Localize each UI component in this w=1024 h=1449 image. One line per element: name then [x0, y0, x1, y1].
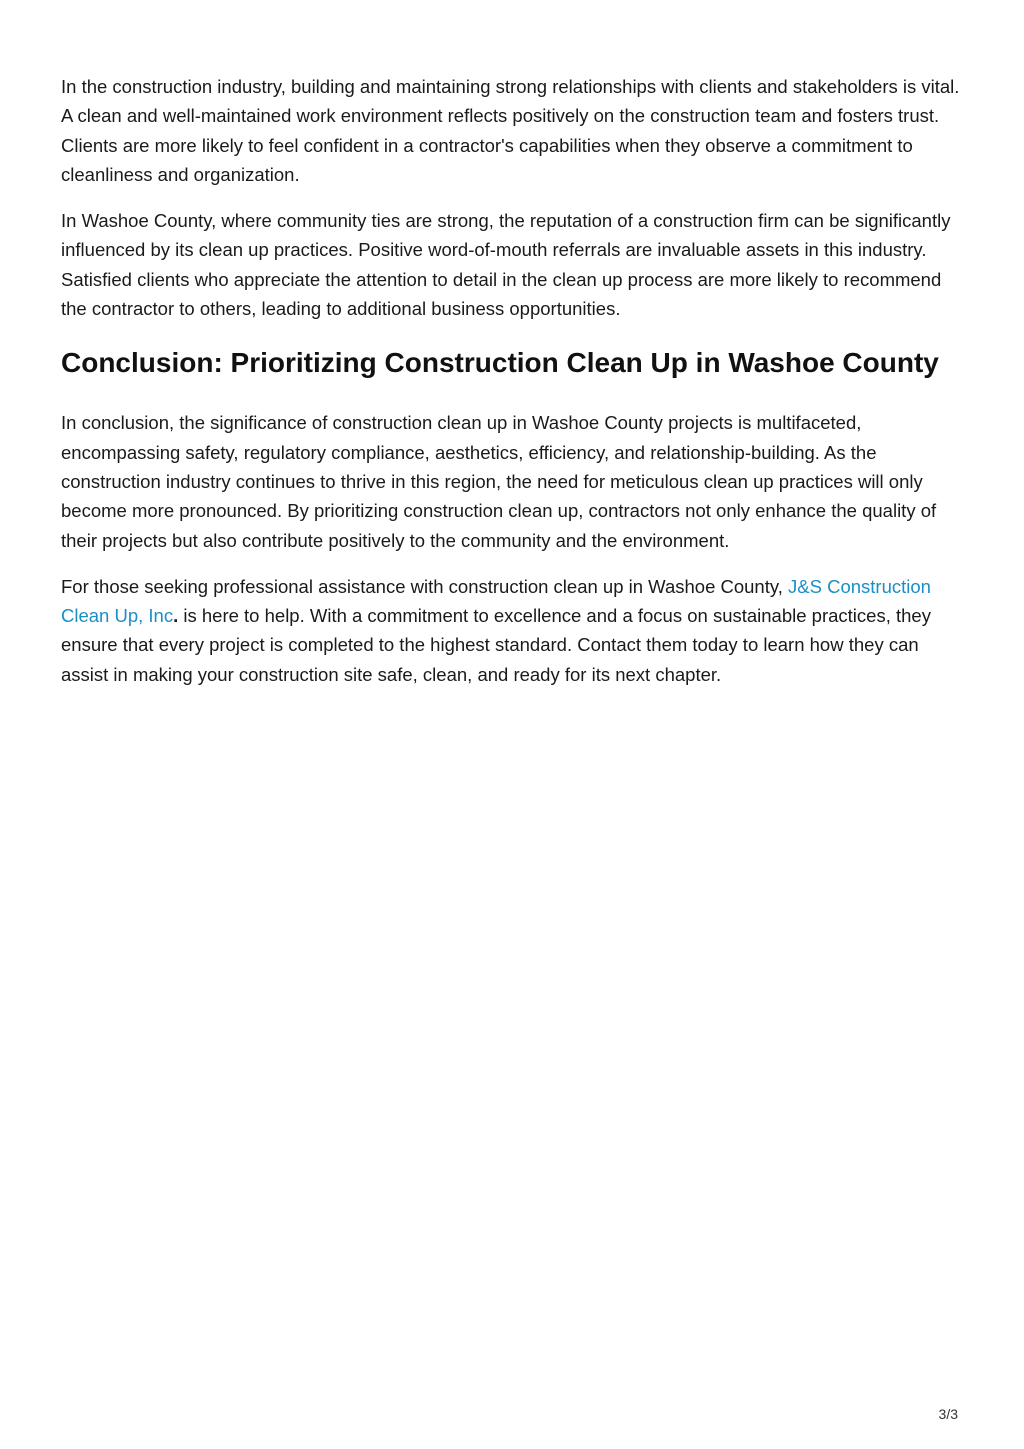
paragraph-conclusion: In conclusion, the significance of construction clean up in Washoe County projects is multifaceted, encompassing safety, regulatory compliance, aesthetics, efficiency, and relationship-building. As the construction industry continues to thrive in this region, the need for meticulous clean up practices will only become more pronounced. By prioritizing construction clean up, contractors not only enhance the quality of their projects but also contribute positively to the community and the environment. [61, 412, 937, 551]
company-link[interactable]: J&S Construction Clean Up, Inc [61, 575, 931, 627]
paragraph-contact [61, 572, 967, 689]
contact-text-rest: is here to help. With a commitment to excellence and a focus on sustainable practices, they ensure that every project is completed to the highest standard. Contact them today to learn how they can assist in making your construction site safe, clean, and ready for its next chapter. [61, 605, 931, 685]
paragraph-reputation: In Washoe County, where community ties are strong, the reputation of a construction firm can be significantly influenced by its clean up practices. Positive word-of-mouth referrals are invaluable assets in this industry. Satisfied clients who appreciate the attention to detail in the clean up process are more likely to recommend the contractor to others, leading to additional business opportunities. [61, 210, 951, 320]
link-period: . [173, 605, 179, 627]
article-body [61, 72, 967, 706]
contact-text-intro: For those seeking professional assistance with construction clean up in Washoe County, [61, 575, 789, 597]
paragraph-relationships: In the construction industry, building and maintaining strong relationships with clients and stakeholders is vital. A clean and well-maintained work environment reflects positively on the construction team and fosters trust. Clients are more likely to feel confident in a contractor's capabilities when they observe a commitment to cleanliness and organization. [61, 76, 960, 185]
conclusion-heading: Conclusion: Prioritizing Construction Clean Up in Washoe County [61, 347, 939, 379]
page-number: 3/3 [938, 1406, 958, 1422]
